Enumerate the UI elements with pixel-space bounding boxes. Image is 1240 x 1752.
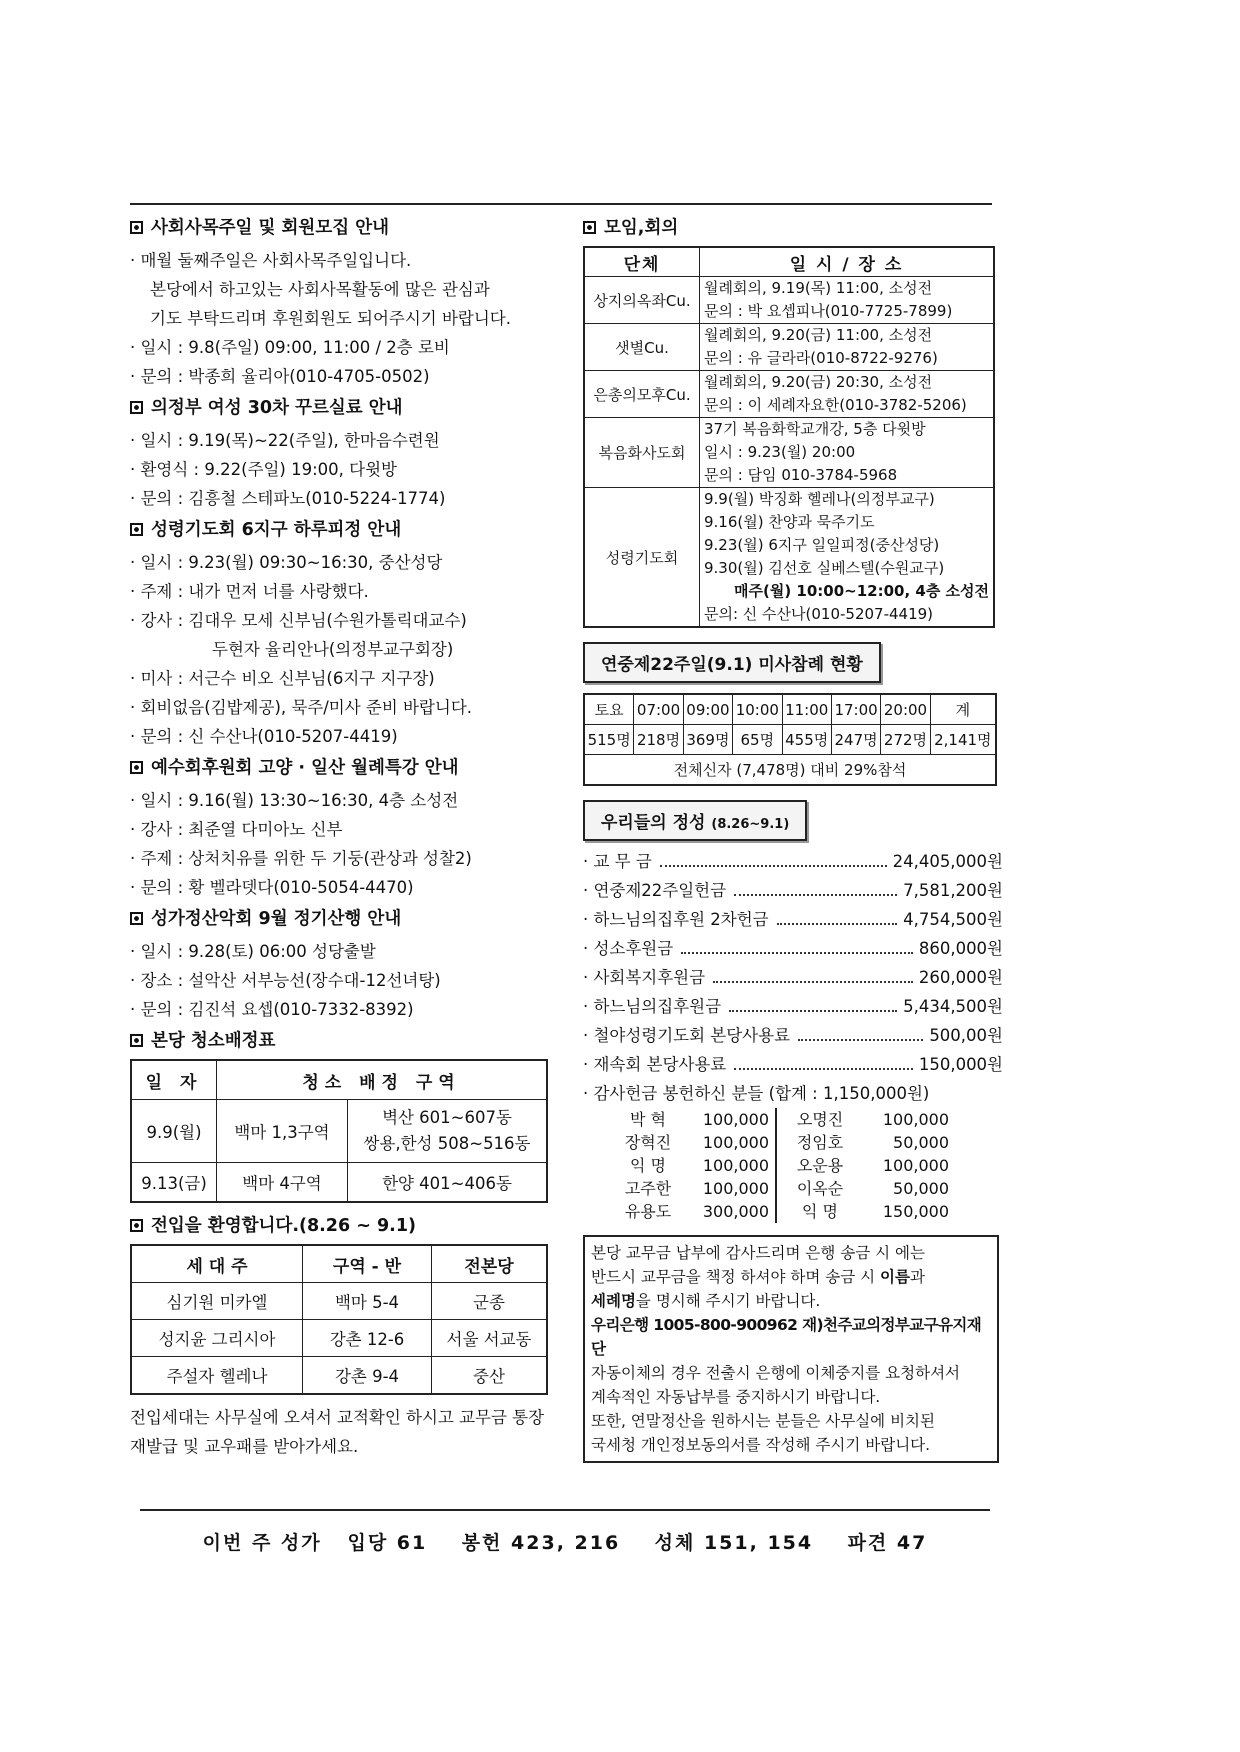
table-row: 성령기도회 9.9(월) 박징화 헬레나(의정부교구) 9.16(월) 찬양과 묵주기도 9.23(월) 6지구 일일피정(중산성당) 9.30(월) 김선호 실베스텔(수원교구) 매주(월) 10:00~12:00, 4층 소성전 문의: 신 수산나(010-5207-4419) [584, 488, 994, 628]
text-line: · 문의 : 김진석 요셉(010-7332-8392) [130, 1000, 414, 1019]
table-row: 성지윤 그리시아 강촌 12-6 서울 서교동 [131, 1320, 547, 1357]
left-column [130, 215, 555, 1465]
right-column [583, 215, 1003, 1463]
list-item: · 성소후원금 860,000원 [583, 934, 1003, 963]
text-line: · 문의 : 황 벨라뎃다(010-5054-4470) [130, 878, 414, 897]
section-title: 전입을 환영합니다.(8.26 ~ 9.1) [130, 1213, 555, 1240]
bank-account: 우리은행 1005-800-900962 재)천주교의정부교구유지재단 [591, 1316, 982, 1358]
table-header: 청소 배정 구역 [217, 1060, 548, 1100]
text-line: · 강사 : 김대우 모세 신부님(수원가톨릭대교수) [130, 611, 467, 630]
section-title: 사회사목주일 및 회원모집 안내 [130, 215, 555, 242]
text-line: 두현자 율리안나(의정부교구회장) [212, 640, 454, 659]
table-cell: 9.9(월) [131, 1100, 217, 1163]
table-row: 토요 07:00 09:00 10:00 11:00 17:00 20:00 계 [584, 694, 996, 725]
section-lecture [130, 755, 555, 902]
list-item: · 연중제22주일헌금 7,581,200원 [583, 876, 1003, 905]
text-line: · 일시 : 9.28(토) 06:00 성당출발 [130, 942, 376, 961]
text-line: · 주제 : 내가 먼저 너를 사랑했다. [130, 582, 369, 601]
table-row: 상지의옥좌Cu. 월례회의, 9.19(목) 11:00, 소성전 문의 : 박 요셉피나(010-7725-7899) [584, 277, 994, 324]
top-rule [130, 203, 992, 205]
attendance-table [583, 693, 997, 786]
text-line: 전입세대는 사무실에 오셔서 교적확인 하시고 교무금 통장 [130, 1408, 545, 1427]
bullet-square-icon [130, 1219, 143, 1232]
list-item: · 하느님의집후원 2차헌금 4,754,500원 [583, 905, 1003, 934]
list-item: · 교 무 금 24,405,000원 [583, 847, 1003, 876]
offering-header [583, 800, 1003, 841]
text-line: · 일시 : 9.16(월) 13:30~16:30, 4층 소성전 [130, 791, 459, 810]
text-line: · 문의 : 박종희 율리아(010-4705-0502) [130, 367, 430, 386]
bullet-square-icon [130, 401, 143, 414]
section-welcome [130, 1213, 555, 1461]
section-social-ministry [130, 215, 555, 391]
thanks-title: · 감사헌금 봉헌하신 분들 (합계 : 1,150,000원) [583, 1084, 930, 1103]
bullet-square-icon [583, 221, 596, 234]
text-line: · 강사 : 최준열 다미아노 신부 [130, 820, 343, 839]
text-line: · 일시 : 9.23(월) 09:30~16:30, 중산성당 [130, 553, 443, 572]
text-line: · 일시 : 9.8(주일) 09:00, 11:00 / 2층 로비 [130, 338, 450, 357]
table-row: 은총의모후Cu. 월례회의, 9.20(금) 20:30, 소성전 문의 : 이 세례자요한(010-3782-5206) [584, 371, 994, 418]
table-row: 전체신자 (7,478명) 대비 29%참석 [584, 755, 996, 786]
table-row: 심기원 미카엘 백마 5-4 군종 [131, 1283, 547, 1320]
newcomers-table [130, 1244, 548, 1395]
tithe-notice: 본당 교무금 납부에 감사드리며 은행 송금 시 에는 반드시 교무금을 책정 하셔야 하며 송금 시 이름과 세례명을 명시해 주시기 바랍니다. 우리은행 1005-800-900962 재)천주교의정부교구유지재단 자동이체의 경우 전출시 은행에 이체중지를 요청하셔서 계속적인 자동납부를 중지하시기 바랍니다. 또한, 연말정산을 원하시는 분들은 사무실에 비치된 국세청 개인정보동의서를 작성해 주시기 바랍니다. [583, 1235, 999, 1463]
table-cell: 9.13(금) [131, 1163, 217, 1203]
text-line: · 장소 : 설악산 서부능선(장수대-12선녀탕) [130, 971, 441, 990]
table-cell: 벽산 601~607동 쌍용,한성 508~516동 [348, 1100, 548, 1163]
attendance-header [583, 642, 1003, 683]
bullet-square-icon [130, 912, 143, 925]
table-cell: 한양 401~406동 [348, 1163, 548, 1203]
section-title: 연중제22주일(9.1) 미사참례 현황 [583, 642, 881, 683]
text-line: · 주제 : 상처치유를 위한 두 기둥(관상과 성찰2) [130, 849, 472, 868]
text-line: · 문의 : 김흥철 스테파노(010-5224-1774) [130, 489, 446, 508]
text-line: · 환영식 : 9.22(주일) 19:00, 다윗방 [130, 460, 397, 479]
list-item: · 재속회 본당사용료 150,000원 [583, 1050, 1003, 1079]
text-line: · 회비없음(김밥제공), 묵주/미사 준비 바랍니다. [130, 698, 473, 717]
section-title: 성령기도회 6지구 하루피정 안내 [130, 517, 555, 544]
section-title: 모임,회의 [583, 215, 1003, 242]
table-cell: 백마 1,3구역 [217, 1100, 348, 1163]
section-cursillo [130, 395, 555, 513]
meetings-table [583, 246, 995, 628]
text-line: · 일시 : 9.19(목)~22(주일), 한마음수련원 [130, 431, 440, 450]
table-row [131, 1163, 547, 1203]
hymn-footer: 이번 주 성가 입당 61 봉헌 423, 216 성체 151, 154 파견 47 [202, 1532, 928, 1554]
section-title: 우리들의 정성 (8.26~9.1) [583, 800, 807, 841]
bullet-square-icon [130, 221, 143, 234]
section-hiking [130, 906, 555, 1024]
table-header: 일 자 [131, 1060, 217, 1100]
table-header: 단체 [584, 247, 700, 277]
table-row: 샛별Cu. 월례회의, 9.20(금) 11:00, 소성전 문의 : 유 글라라(010-8722-9276) [584, 324, 994, 371]
list-item: · 하느님의집후원금 5,434,500원 [583, 992, 1003, 1021]
bullet-square-icon [130, 1034, 143, 1047]
section-title: 본당 청소배정표 [130, 1028, 555, 1055]
text-line: 재발급 및 교우패를 받아가세요. [130, 1437, 359, 1456]
table-header: 전본당 [432, 1245, 548, 1283]
list-item: · 철야성령기도회 본당사용료 500,00원 [583, 1021, 1003, 1050]
bullet-square-icon [130, 523, 143, 536]
section-cleaning [130, 1028, 555, 1203]
text-line: · 매월 둘째주일은 사회사목주일입니다. [130, 251, 412, 270]
cleaning-table [130, 1059, 548, 1203]
offering-list [583, 847, 1003, 1108]
table-row: 복음화사도회 37기 복음화학교개강, 5층 다윗방 일시 : 9.23(월) 20:00 문의 : 담임 010-3784-5968 [584, 418, 994, 488]
text-line: · 미사 : 서근수 비오 신부님(6지구 지구장) [130, 669, 435, 688]
table-row: 주설자 헬레나 강촌 9-4 중산 [131, 1357, 547, 1395]
text-line: 기도 부탁드리며 후원회원도 되어주시기 바랍니다. [150, 309, 511, 328]
bottom-rule [140, 1509, 990, 1511]
text-line: · 문의 : 신 수산나(010-5207-4419) [130, 727, 398, 746]
table-row: 515명 218명 369명 65명 455명 247명 272명 2,141명 [584, 725, 996, 755]
section-title: 성가정산악회 9월 정기산행 안내 [130, 906, 555, 933]
table-header: 일 시 / 장 소 [700, 247, 995, 277]
table-row [131, 1100, 547, 1163]
bullet-square-icon [130, 761, 143, 774]
text-line: 본당에서 하고있는 사회사목활동에 많은 관심과 [150, 280, 490, 299]
section-title: 예수회후원회 고양 · 일산 월례특강 안내 [130, 755, 555, 782]
list-item: · 사회복지후원금 260,000원 [583, 963, 1003, 992]
table-cell: 백마 4구역 [217, 1163, 348, 1203]
section-title: 의정부 여성 30차 꾸르실료 안내 [130, 395, 555, 422]
thanks-grid: 박 혁 100,000 오명진 100,000 장혁진 100,000 정임호 50,000 익 명 100,000 오운용 100,000 고주한 100,000 이옥순 50,000 유용도 300,000 익 명 150,000 [624, 1110, 949, 1221]
table-header: 구역 - 반 [303, 1245, 432, 1283]
section-retreat [130, 517, 555, 751]
table-header: 세 대 주 [131, 1245, 303, 1283]
